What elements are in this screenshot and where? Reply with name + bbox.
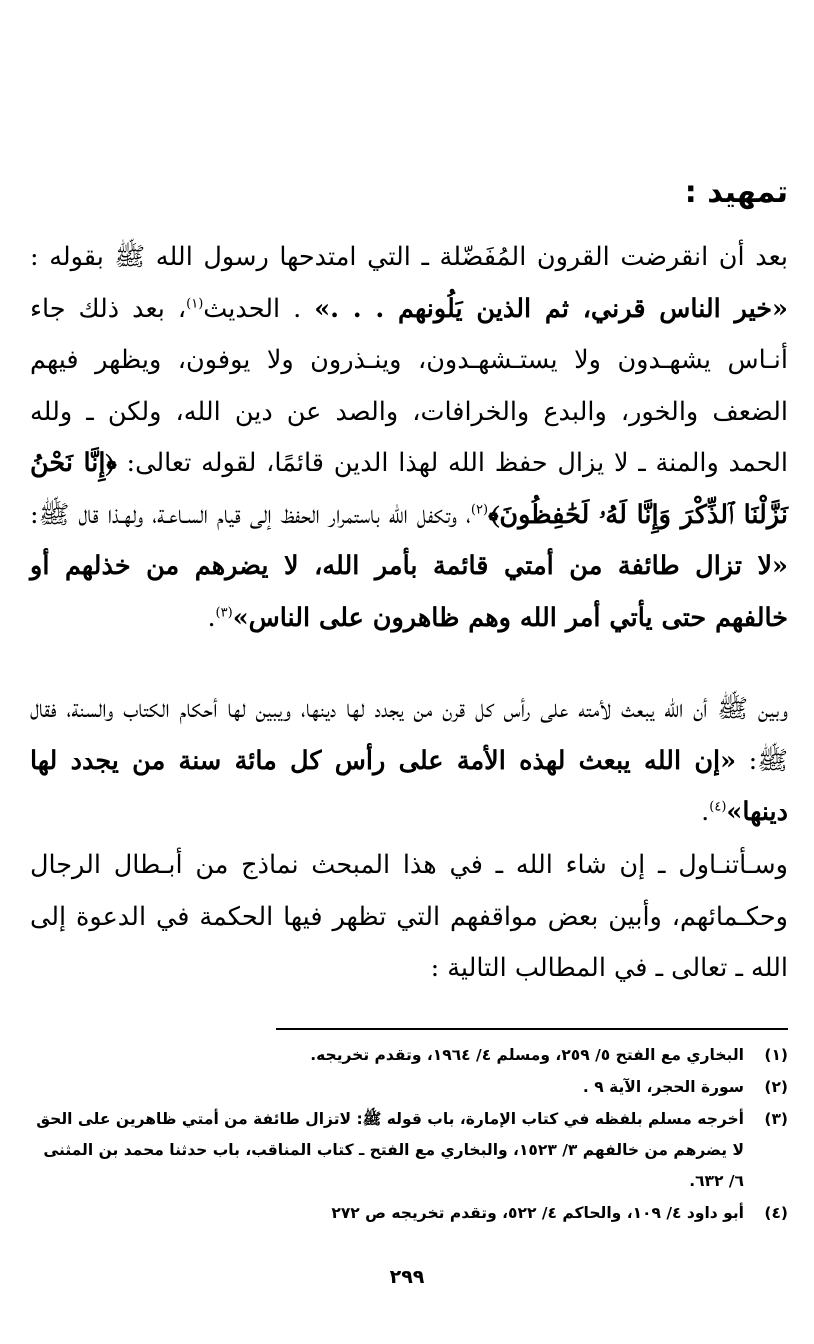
- paragraph-2: [30, 684, 788, 839]
- footnote-text: سورة الحجر، الآية ٩ .: [582, 1078, 744, 1096]
- footnote-number: (٤): [764, 1204, 788, 1222]
- page-number: ٢٩٩: [389, 1266, 425, 1288]
- footnote-ref-2[interactable]: (٢): [470, 502, 489, 517]
- footnote-ref-1[interactable]: (١): [186, 296, 204, 311]
- p3-body: وسـأتنـاول ـ إن شاء الله ـ في هذا المبحث نماذج من أبـطال الرجال وحكـمائهم، وأبين بعض مواقفهم التي تظهر فيها الحكمة في الدعوة إلى الله ـ تعالى ـ في المطالب التالية :: [30, 850, 788, 983]
- section-heading: تمهيد :: [684, 175, 788, 210]
- p1-hadith-label: . الحديث: [203, 293, 302, 324]
- footnote-divider: [276, 1028, 788, 1030]
- p2-body: وبين ﷺ أن الله يبعث لأمته على رأس كل قرن من يجدد لها دينها، ويبين لها أحكام الكتاب والسنة، فقال ﷺ:: [30, 694, 789, 776]
- paragraph-1: [30, 232, 788, 644]
- footnote-number: (٣): [764, 1110, 788, 1128]
- footnote-item: [26, 1104, 788, 1197]
- p1-end: .: [207, 602, 216, 633]
- footnotes: [26, 1040, 788, 1230]
- footnote-item: [26, 1040, 788, 1071]
- p1-quran-verse: ﴿إِنَّا نَحْنُ نَزَّلْنَا ٱلذِّكْرَ وَإِنَّا لَهُۥ لَحَٰفِظُونَ﴾: [30, 448, 788, 530]
- footnote-ref-3[interactable]: (٣): [215, 605, 233, 620]
- p1-body: ، بعد ذلك جاء أنـاس يشهـدون ولا يستـشهـدون، وينـذرون ولا يوفون، ويظهر فيهم الضعف والخور، والبدع والخرافات، والصد عن دين الله، ولكن ـ ولله الحمد والمنة ـ لا يزال حفظ الله لهذا الدين قائمًا، لقوله تعالى:: [30, 293, 788, 478]
- p1-hadith-quote: «خير الناس قرني، ثم الذين يَلُونهم . . .»: [314, 293, 788, 324]
- p1-intro: بعد أن انقرضت القرون المُفَضّلة ـ التي امتدحها رسول الله ﷺ بقوله :: [30, 242, 788, 272]
- footnote-item: [26, 1072, 788, 1103]
- p2-hadith-quote: «إن الله يبعث لهذه الأمة على رأس كل مائة سنة من يجدد لها دينها»: [30, 745, 788, 827]
- footnote-text: أبو داود ٤/ ١٠٩، والحاكم ٤/ ٥٢٢، وتقدم تخريجه ص ٢٧٢: [331, 1204, 744, 1222]
- footnote-text: أخرجه مسلم بلفظه في كتاب الإمارة، باب قوله ﷺ: لاتزال طائفة من أمتي ظاهرين على الحق لا يضرهم من خالفهم ٣/ ١٥٢٣، والبخاري مع الفتح ـ كتاب المناقب، باب حدثنا محمد بن المثنى ٦/ ٦٣٢.: [36, 1110, 744, 1190]
- footnote-item: [26, 1198, 788, 1229]
- p1-body-2: ، وتكفل الله باستمرار الحفظ إلى قيام السـاعـة، ولهـذا قال ﷺ:: [30, 499, 471, 530]
- footnote-text: البخاري مع الفتح ٥/ ٢٥٩، ومسلم ٤/ ١٩٦٤، وتقدم تخريجه.: [310, 1046, 744, 1064]
- footnote-number: (١): [764, 1046, 788, 1064]
- footnote-number: (٢): [764, 1078, 788, 1096]
- p2-end: .: [701, 797, 710, 827]
- footnote-ref-4[interactable]: (٤): [709, 799, 727, 815]
- p1-hadith-quote-2: «لا تزال طائفة من أمتي قائمة بأمر الله، لا يضرهم من خذلهم أو خالفهم حتى يأتي أمر الله وهم ظاهرون على الناس»: [30, 551, 788, 633]
- paragraph-3: [30, 840, 788, 995]
